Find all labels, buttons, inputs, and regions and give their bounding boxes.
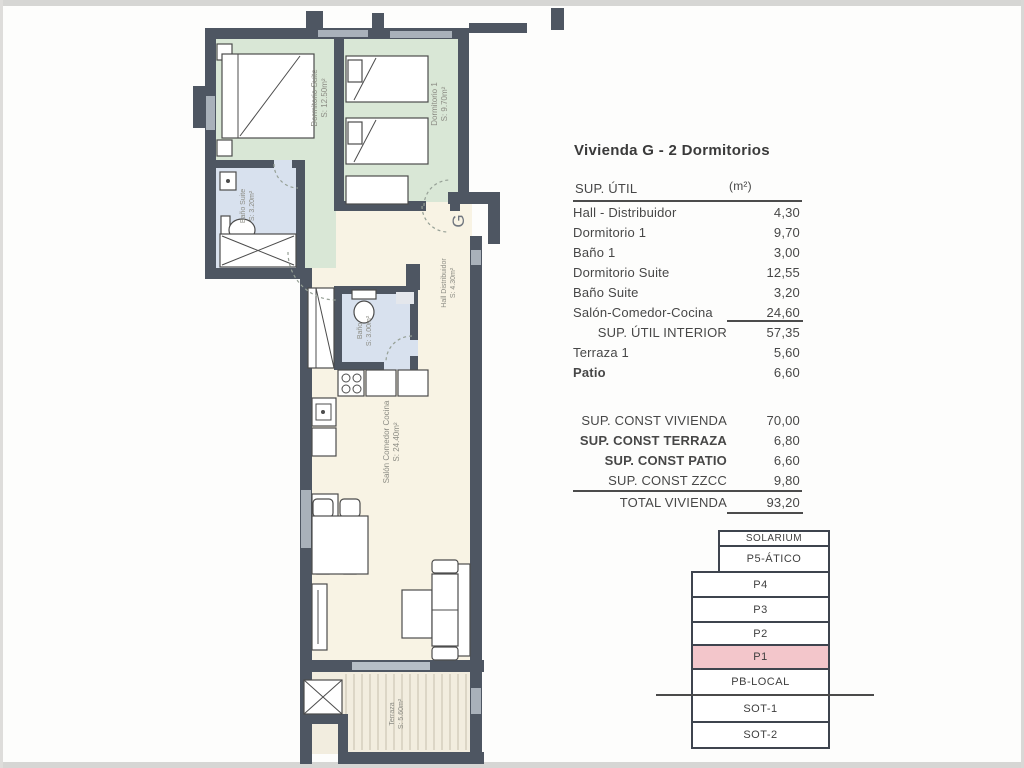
table-row: SUP. CONST PATIO 6,60 (604, 452, 800, 468)
svg-text:S: 9.70m²: S: 9.70m² (440, 86, 449, 122)
dining-set (312, 499, 368, 574)
terrace-box (304, 680, 342, 714)
page-title: Vivienda G - 2 Dormitorios (574, 142, 770, 159)
table-row: Baño 1 3,00 (573, 244, 800, 260)
sup-const-table (573, 410, 802, 512)
window-right-1 (471, 250, 481, 265)
svg-text:S: 12.50m²: S: 12.50m² (320, 78, 329, 118)
window-dining (301, 490, 311, 548)
table-row: Baño Suite 3,20 (573, 284, 800, 300)
svg-text:S: 4.30m²: S: 4.30m² (450, 267, 457, 299)
svg-text:Baño Suite: Baño Suite (240, 188, 247, 224)
total-row: TOTAL VIVIENDA 93,20 (573, 490, 802, 512)
window-top-1 (318, 30, 368, 37)
table-row: Hall - Distribuidor 4,30 (573, 204, 800, 220)
svg-text:S: 3.00m²: S: 3.00m² (366, 315, 373, 347)
floor-level-pb-local: PB-LOCAL (691, 668, 830, 696)
svg-text:S: 5.60m²: S: 5.60m² (398, 698, 405, 730)
table-row: Dormitorio Suite 12,55 (573, 264, 800, 280)
sup-util-header (573, 178, 802, 202)
sofa (432, 560, 470, 660)
entrance-letter-g: G (449, 214, 468, 228)
floor-level-p5-atico: P5-ÁTICO (718, 545, 830, 573)
window-top-2 (390, 31, 452, 38)
floor-level-solarium: SOLARIUM (718, 530, 830, 547)
dining-table (312, 516, 368, 574)
window-right-2 (471, 688, 481, 714)
svg-text:Salón Comedor Cocina: Salón Comedor Cocina (382, 400, 391, 484)
floor-level-p4: P4 (691, 571, 830, 598)
floor-level-p1: P1 (691, 644, 830, 670)
total-rule (727, 512, 803, 514)
svg-text:Hall Distribuidor: Hall Distribuidor (441, 258, 448, 308)
svg-text:S: 3.20m²: S: 3.20m² (249, 190, 256, 222)
table-row: Salón-Comedor-Cocina 24,60 (573, 304, 800, 320)
label-dormitorio-1 (430, 82, 449, 126)
floor-level-sot-2: SOT-2 (691, 721, 830, 749)
room-suite-corridor (303, 160, 337, 270)
coffee-table (402, 590, 432, 638)
svg-text:Terraza: Terraza (389, 702, 396, 726)
svg-text:Baño: Baño (357, 322, 364, 340)
ground-line (656, 694, 874, 696)
sup-util-unit: (m²) (729, 179, 752, 193)
subtotal-rule (727, 320, 803, 322)
chair (340, 499, 360, 517)
table-row: Dormitorio 1 9,70 (573, 224, 800, 240)
table-row: SUP. CONST TERRAZA 6,80 (579, 432, 800, 448)
floor-level-p3: P3 (691, 596, 830, 623)
bench (346, 176, 408, 204)
shelf (396, 292, 414, 304)
sup-util-header-label: SUP. ÚTIL (575, 181, 638, 196)
table-row: SUP. CONST VIVIENDA 70,00 (581, 412, 800, 428)
bed-twin-2 (346, 118, 428, 164)
chair (313, 499, 333, 517)
wardrobe (308, 288, 334, 368)
bed-twin-1 (346, 56, 428, 102)
terrace-door (352, 662, 430, 670)
table-row: Terraza 1 5,60 (573, 344, 800, 360)
window-left (206, 96, 215, 130)
svg-text:Dormitorio 1: Dormitorio 1 (430, 82, 439, 126)
floor-level-sot-1: SOT-1 (691, 694, 830, 723)
subtotal-row: SUP. ÚTIL INTERIOR 57,35 (597, 324, 800, 340)
sup-util-table (573, 178, 802, 382)
svg-text:Dormitorio Suite: Dormitorio Suite (310, 69, 319, 127)
table-row: SUP. CONST ZZCC 9,80 (608, 472, 800, 488)
floor-level-p2: P2 (691, 621, 830, 646)
tv-unit (312, 584, 327, 650)
table-row: Patio 6,60 (573, 364, 800, 380)
svg-text:S: 24.40m²: S: 24.40m² (392, 422, 401, 462)
